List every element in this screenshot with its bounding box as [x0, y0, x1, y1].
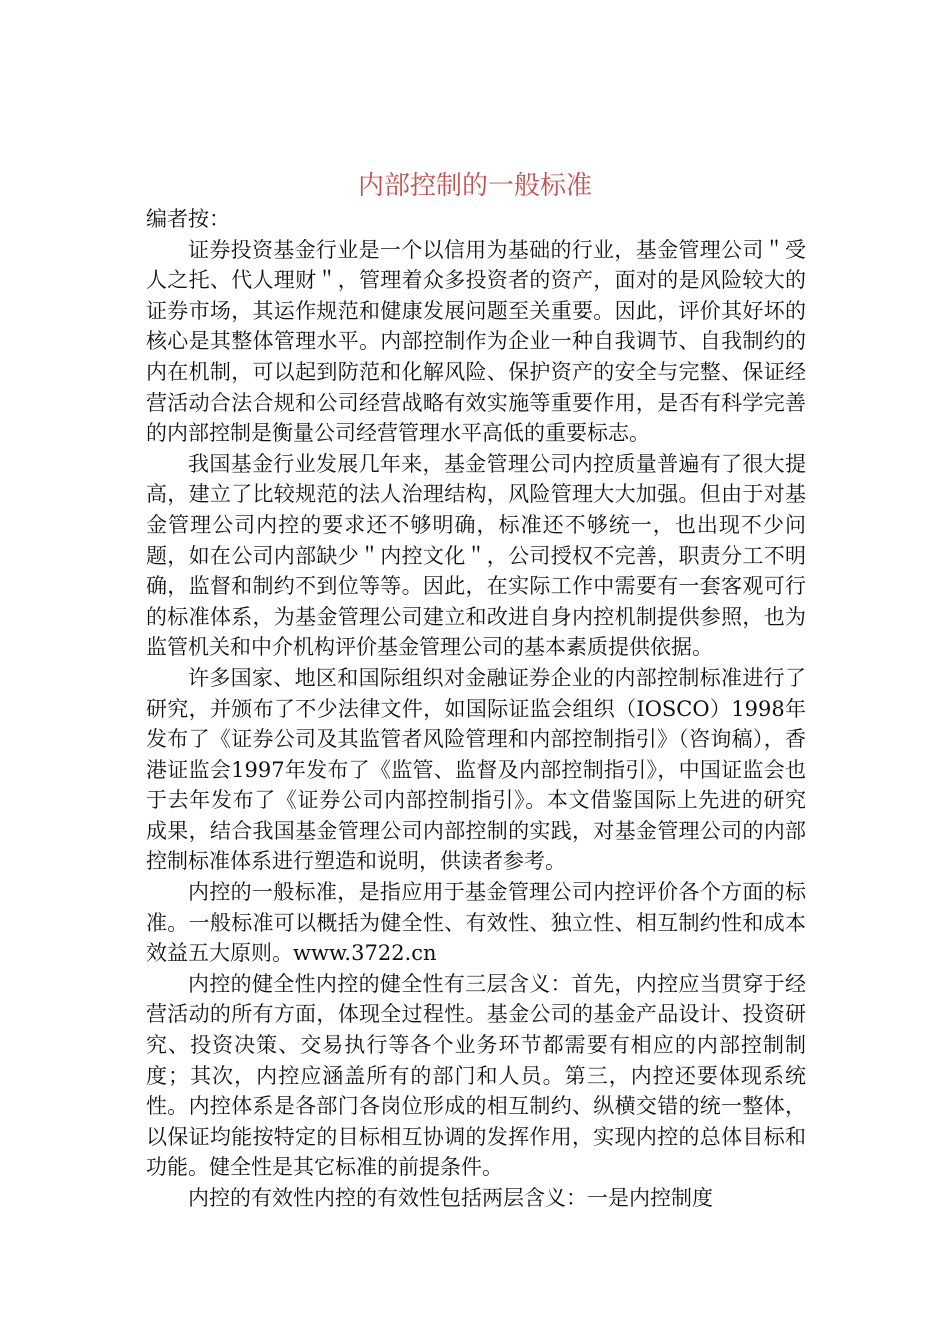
document-body	[146, 204, 806, 1214]
paragraph-effectiveness: 内控的有效性内控的有效性包括两层含义：一是内控制度	[188, 1186, 713, 1210]
paragraph-development: 我国基金行业发展几年来，基金管理公司内控质量普遍有了很大提高，建立了比较规范的法人治理结构，风险管理大大加强。但由于对基金管理公司内控的要求还不够明确，标准还不够统一，也出现不少问题，如在公司内部缺少＂内控文化＂，公司授权不完善，职责分工不明确，监督和制约不到位等等。因此，在实际工作中需要有一套客观可行的标准体系，为基金管理公司建立和改进自身内控机制提供参照，也为监管机关和中介机构评价基金管理公司的基本素质提供依据。	[146, 451, 806, 660]
paragraph-intro: 证券投资基金行业是一个以信用为基础的行业，基金管理公司＂受人之托、代人理财＂，管理着众多投资者的资产，面对的是风险较大的证券市场，其运作规范和健康发展问题至关重要。因此，评价其好坏的核心是其整体管理水平。内部控制作为企业一种自我调节、自我制约的内在机制，可以起到防范和化解风险、保护资产的安全与完整、保证经营活动合法合规和公司经营战略有效实施等重要作用，是否有科学完善的内部控制是衡量公司经营管理水平高低的重要标志。	[146, 237, 806, 446]
paragraph-general-standard: 内控的一般标准，是指应用于基金管理公司内控评价各个方面的标准。一般标准可以概括为健全性、有效性、独立性、相互制约性和成本效益五大原则。www.3722.cn	[146, 880, 806, 966]
paragraph-research: 许多国家、地区和国际组织对金融证券企业的内部控制标准进行了研究，并颁布了不少法律文件，如国际证监会组织（IOSCO）1998年发布了《证券公司及其监管者风险管理和内部控制指引》（咨询稿），香港证监会1997年发布了《监管、监督及内部控制指引》，中国证监会也于去年发布了《证券公司内部控制指引》。本文借鉴国际上先进的研究成果，结合我国基金管理公司内部控制的实践，对基金管理公司的内部控制标准体系进行塑造和说明，供读者参考。	[146, 665, 806, 874]
paragraph-completeness: 内控的健全性内控的健全性有三层含义：首先，内控应当贯穿于经营活动的所有方面，体现全过程性。基金公司的基金产品设计、投资研究、投资决策、交易执行等各个业务环节都需要有相应的内部控制制度；其次，内控应涵盖所有的部门和人员。第三，内控还要体现系统性。内控体系是各部门各岗位形成的相互制约、纵横交错的统一整体，以保证均能按特定的目标相互协调的发挥作用，实现内控的总体目标和功能。健全性是其它标准的前提条件。	[146, 971, 806, 1180]
editor-note-label: 编者按：	[146, 207, 230, 231]
document-title: 内部控制的一般标准	[357, 171, 592, 201]
